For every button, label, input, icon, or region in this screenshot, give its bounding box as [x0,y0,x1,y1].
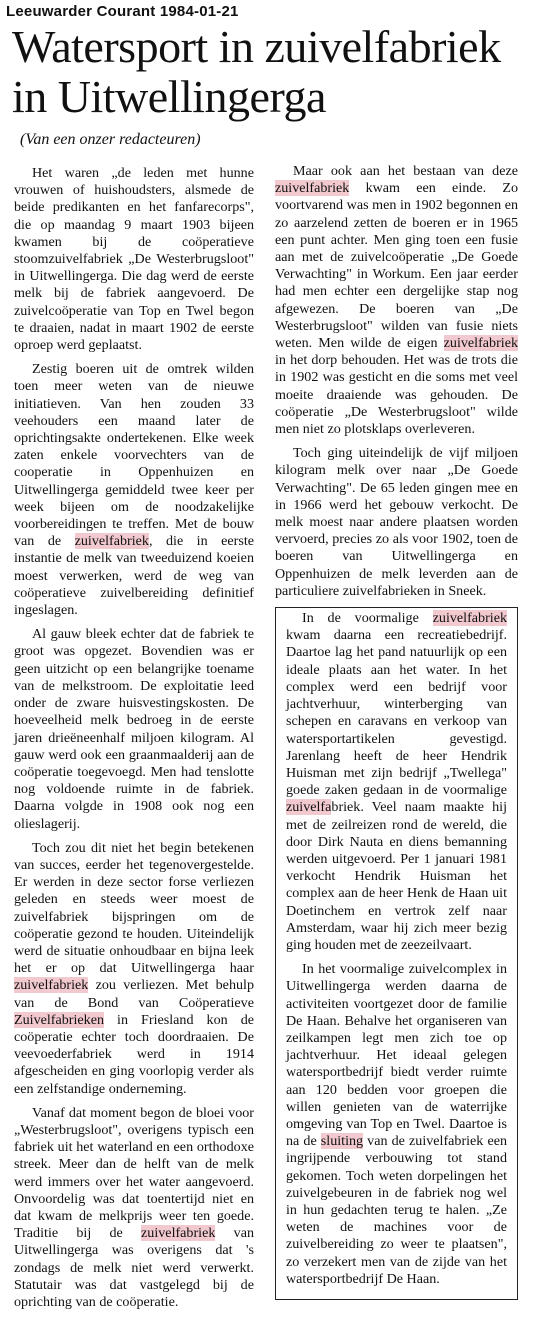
paragraph [14,626,254,832]
left-column [14,165,254,1318]
paragraph-text: in het dorp behouden. Het was de trots die in 1902 was gesticht en die soms met veel moeite draaiende was gehouden. De coöperatie „De Westerbrugsloot" wilde men niet zo plotsklaps overleveren. [275,352,518,438]
paragraph [286,610,507,954]
paragraph-text: briek. Veel naam maakte hij met de zeilreizen rond de wereld, die door Dirk Nauta en diens bemanning werden uitgevoerd. Per 1 januari 1981 verkocht Hendrik Huisman het complex aan de heer Henk de Haan uit Doetinchem en vertrok zelf naar Amsterdam, waar hij zich meer bezig ging houden met de zeezeilvaart. [286,799,507,953]
byline: (Van een onzer redacteuren) [20,131,201,148]
paragraph-text: , die in eerste instantie de melk van tweeduizend koeien moest verwerken, werd de weg van coöperatieve zuivelbereiding definitief ingeslagen. [14,533,254,619]
paragraph [14,165,254,354]
paragraph-text: Toch ging uiteindelijk de vijf miljoen kilogram melk over naar „De Goede Verwachting". De 65 leden gingen mee en in 1966 werd het gebouw verkocht. De melk moest naar andere plaatsen worden vervoerd, precies zo als voor 1902, toen de boeren van Uitwellingerga en Oppenhuizen de melk leverden aan de particuliere zuivelfabrieken in Sneek. [275,445,518,599]
paragraph-text: Het waren „de leden met hunne vrouwen of huishoudsters, alsmede de beide predikanten en het fanfarecorps", die op maandag 9 maart 1903 bijeen kwamen bij de coöperatieve stoomzuivelfabriek „De Westerbrugsloot" in Uitwellingerga. Die dag werd de eerste melk bij de fabriek aangevoerd. De zuivelcoöperatie van Top en Twel begon te draaien, nadat in maart 1902 de eerste oproep werd geplaatst. [14,165,254,354]
paragraph-text: Al gauw bleek echter dat de fabriek te groot was opgezet. Bovendien was er geen uitzicht op een belangrijke toename van de melkstroom. De exploitatie leed onder de zware huisvestingskosten. De hoeveelheid melk bedroeg in de eerste jaren drieëneenhalf miljoen kilogram. Al gauw werd ook een graanmaalderij aan de coöperatie toegevoegd. Men had tenslotte nog voldoende ruimte in de fabriek. Daarna volgde in 1908 ook nog een olieslagerij. [14,626,254,832]
paragraph [275,163,518,438]
newspaper-source: Leeuwarder Courant 1984-01-21 [6,3,239,20]
highlighted-term: Zuivelfabrieken [14,1011,104,1028]
paragraph [14,840,254,1098]
paragraph [286,961,507,1288]
paragraph-text: zou verliezen. Met behulp van de Bond van Coöperatieve [14,977,254,1011]
paragraph [14,361,254,619]
highlighted-term: zuivelfabriek [275,180,350,197]
paragraph [14,1105,254,1311]
paragraph [275,445,518,600]
highlighted-term: sluiting [320,1133,364,1150]
highlighted-term: zuivelfabriek [14,977,89,994]
highlighted-term: zuivelfabriek [443,335,518,352]
paragraph-text: Maar ook aan het bestaan van deze [293,163,518,179]
highlighted-term: zuivelfa [286,799,332,816]
paragraph-text: in Friesland kon de coöperatie echter toch doordraaien. De veevoederfabriek werd in 1914 afgescheiden en ging voorlopig verder als een zelfstandige onderneming. [14,1011,254,1097]
paragraph-text: van Uitwellingerga was overigens dat 's zondags de melk niet werd verwerkt. Statutair was dat vastgelegd bij de oprichting van de coöperatie. [14,1225,254,1310]
headline: Watersport in zuivelfabriek in Uitwellingerga [12,21,501,122]
paragraph-text: Toch zou dit niet het begin betekenen van succes, eerder het tegenovergestelde. Er werden in deze sector forse verliezen geleden en steeds weer moest de zuivelfabriek bijspringen om de coöperatie gezond te houden. Uiteindelijk werd de situatie onhoudbaar en bijna leek het er op dat Uitwellingerga haar [14,839,254,977]
paragraph-text: kwam een einde. Zo voortvarend was men in 1902 begonnen en zo aarzelend zetten de boeren er in 1965 een punt achter. Men ging toen een fusie aan met de zuivelcoöperatie „De Goede Verwachting" in Workum. Een jaar eerder had men echter een dergelijke stap nog afgewezen. De boeren van „De Westerbrugsloot" wilden van fusie niets weten. Men wilde de eigen [275,180,518,352]
highlighted-term: zuivelfabriek [74,533,149,550]
boxed-section [275,607,518,1300]
paragraph-text: In de voormalige [302,610,433,627]
paragraph-text: Zestig boeren uit de omtrek wilden toen meer weten van de nieuwe initiatieven. Van hen zouden 33 veehouders een maand later de oprichtingsakte ondertekenen. Elke week zaten enkele voorvechters van de cooperatie in Oppenhuizen en Uitwellingerga gemiddeld twee keer per week bijeen om de noodzakelijke voorbereidingen te treffen. Met de bouw van de [14,361,254,550]
paragraph-text: kwam daarna een recreatiebedrijf. Daartoe lag het pand natuurlijk op een ideale plaats aan het water. In het complex werd een bedrijf voor jachtverhuur, winterberging van schepen en caravans en verkoop van watersportartikelen gevestigd. Jarenlang heeft de heer Hendrik Huisman met zijn bedrijf „Twellega" goede zaken gedaan in de voormalige [286,627,507,799]
right-column [275,163,518,1300]
paragraph-text: In het voormalige zuivelcomplex in Uitwellingerga werden daarna de activiteiten voortgezet door de familie De Haan. Behalve het organiseren van zeilkampen legt men zich toe op jachtverhuur. Het ideaal gelegen watersportbedrijf biedt verder ruimte aan 120 bedden voor groepen die willen genieten van de waterrijke omgeving van Top en Twel. Daartoe is na de [286,961,507,1150]
paragraph-text: van de zuivelfabriek een ingrijpende verbouwing tot stand gekomen. Toch weten dorpelingen het zuivelgebeuren in de fabriek nog wel in hun gedachten terug te halen. „Ze weten de machines voor de zuivelbereiding zo weer te plaatsen", zo verzekert men van de zijde van het watersportbedrijf De Haan. [286,1133,508,1287]
highlighted-term: zuivelfabriek [432,610,507,627]
paragraph-text: Vanaf dat moment begon de bloei voor „Westerbrugsloot", overigens typisch een fabriek uit het waterland en een orthodoxe streek. Meer dan de helft van de melk werd immers over het water aangevoerd. Onvoordelig was dat toentertijd niet en dat kwam de melkprijs weer ten goede. Traditie bij de [14,1104,254,1242]
highlighted-term: zuivelfabriek [141,1225,216,1242]
